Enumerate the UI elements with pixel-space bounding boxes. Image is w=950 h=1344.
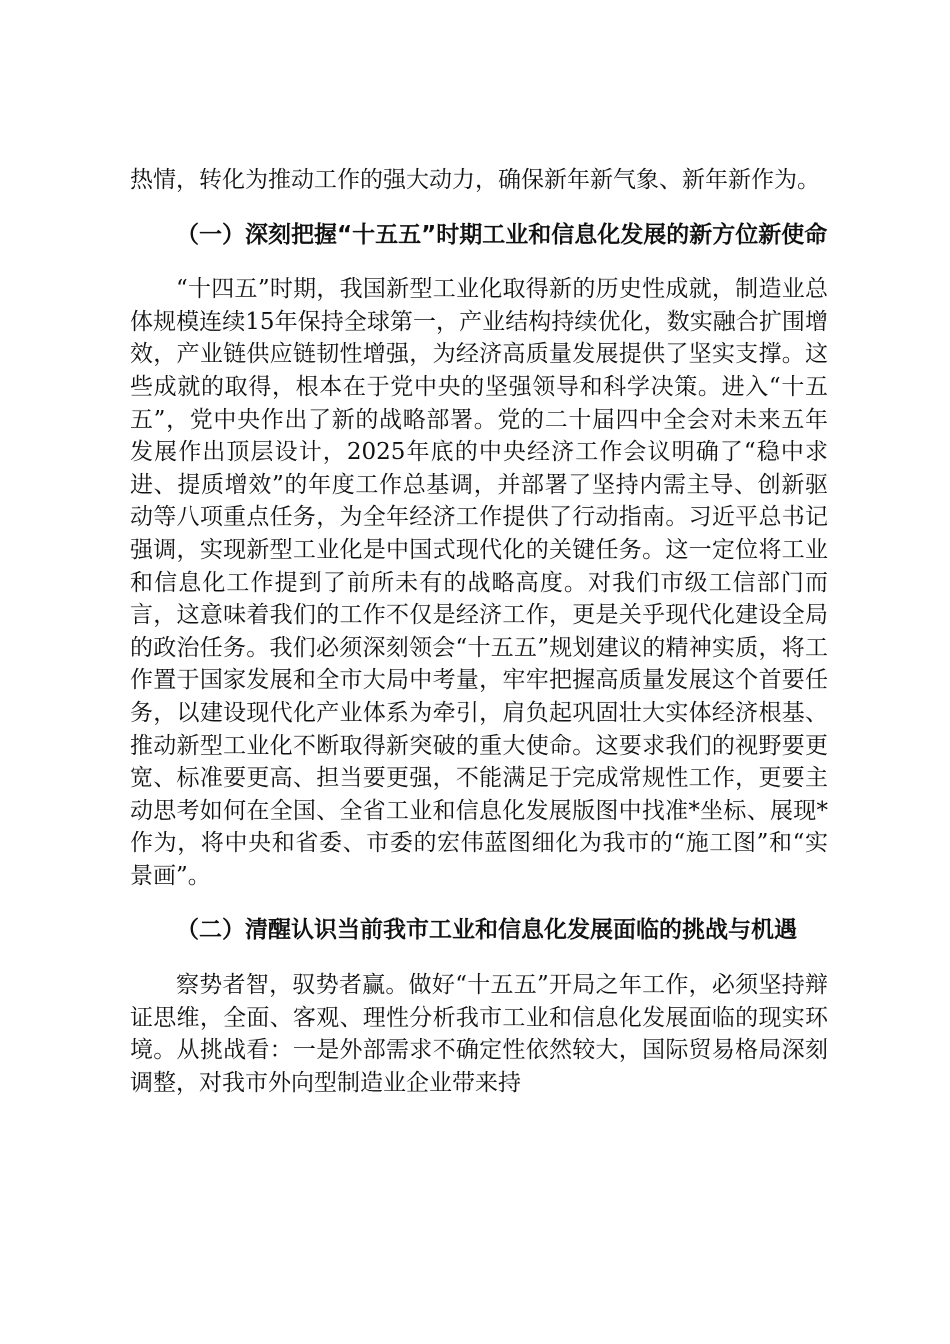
section-heading-1: （一）深刻把握“十五五”时期工业和信息化发展的新方位新使命 xyxy=(176,221,828,248)
section-paragraph-1: “十四五”时期，我国新型工业化取得新的历史性成就，制造业总体规模连续15年保持全球第一，产业结构持续优化，数实融合扩围增效，产业链供应链韧性增强，为经济高质量发展提供了坚实支撑。这些成就的取得，根本在于党中央的坚强领导和科学决策。进入“十五五”，党中央作出了新的战略部署。党的二十届四中全会对未来五年发展作出顶层设计，2025年底的中央经济工作会议明确了“稳中求进、提质增效”的年度工作总基调，并部署了坚持内需主导、创新驱动等八项重点任务，为全年经济工作提供了行动指南。习近平总书记强调，实现新型工业化是中国式现代化的关键任务。这一定位将工业和信息化工作提到了前所未有的战略高度。对我们市级工信部门而言，这意味着我们的工作不仅是经济工作，更是关乎现代化建设全局的政治任务。我们必须深刻领会“十五五”规划建议的精神实质，将工作置于国家发展和全市大局中考量，牢牢把握高质量发展这个首要任务，以建设现代化产业体系为牵引，肩负起巩固壮大实体经济根基、推动新型工业化不断取得新突破的重大使命。这要求我们的视野要更宽、标准要更高、担当要更强，不能满足于完成常规性工作，更要主动思考如何在全国、全省工业和信息化发展版图中找准*坐标、展现*作为，将中央和省委、市委的宏伟蓝图细化为我市的“施工图”和“实景画”。 xyxy=(130,276,828,889)
section-paragraph-2: 察势者智，驭势者赢。做好“十五五”开局之年工作，必须坚持辩证思维，全面、客观、理性分析我市工业和信息化发展面临的现实环境。从挑战看：一是外部需求不确定性依然较大，国际贸易格局深刻调整，对我市外向型制造业企业带来持 xyxy=(130,972,828,1096)
section-heading-2: （二）清醒认识当前我市工业和信息化发展面临的挑战与机遇 xyxy=(176,917,797,944)
document-body xyxy=(130,164,828,1099)
continuation-paragraph: 热情，转化为推动工作的强大动力，确保新年新气象、新年新作为。 xyxy=(130,167,820,193)
